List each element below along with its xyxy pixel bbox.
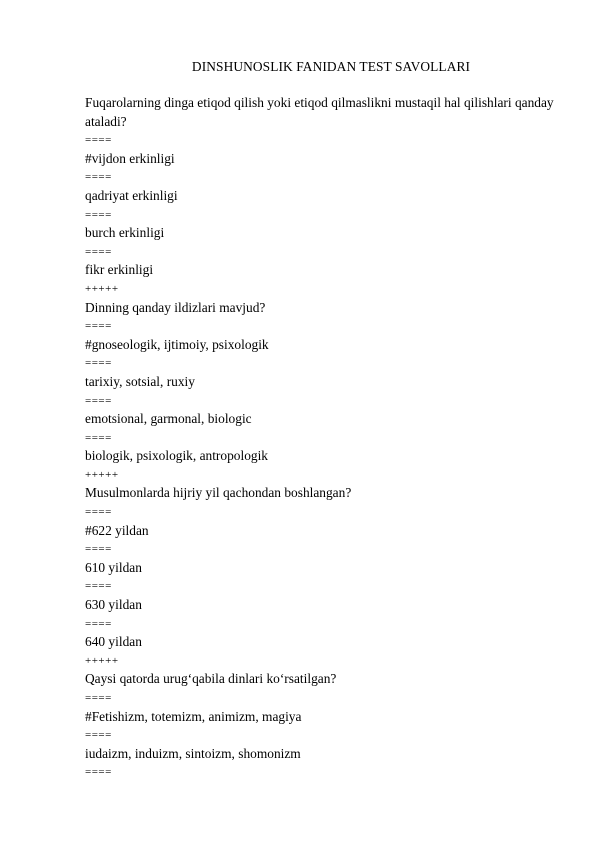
- separator-line: ====: [85, 766, 112, 779]
- question-text: Qaysi qatorda urug‘qabila dinlari ko‘rsatilgan?: [85, 671, 337, 687]
- separator-line: ====: [85, 245, 112, 258]
- answer-option: 610 yildan: [85, 559, 142, 575]
- answer-option: fikr erkinligi: [85, 262, 154, 278]
- separator-line: ====: [85, 134, 112, 147]
- separator-line: ====: [85, 692, 112, 704]
- answer-option: #622 yildan: [85, 522, 149, 538]
- question-text: Fuqarolarning dinga etiqod qilish yoki etiqod qilmaslikni mustaqil hal qilishlari qanday ataladi?: [85, 95, 554, 129]
- answer-option: #vijdon erkinligi: [85, 150, 175, 166]
- question-text: Musulmonlarda hijriy yil qachondan boshlangan?: [85, 485, 352, 501]
- separator-line: ====: [85, 729, 112, 742]
- separator-line: ====: [85, 431, 112, 444]
- separator-line: ====: [85, 208, 112, 221]
- separator-line: ====: [85, 543, 112, 556]
- separator-line: ====: [85, 394, 112, 407]
- answer-option: tarixiy, sotsial, ruxiy: [85, 373, 195, 389]
- answer-option: emotsional, garmonal, biologic: [85, 411, 252, 427]
- separator-line: ====: [85, 320, 112, 333]
- answer-option: biologik, psixologik, antropologik: [85, 448, 269, 464]
- answer-option: iudaizm, induizm, sintoizm, shomonizm: [85, 745, 301, 761]
- separator-line: +++++: [85, 468, 119, 481]
- separator-line: ====: [85, 171, 112, 184]
- answer-option: #Fetishizm, totemizm, animizm, magiya: [85, 708, 302, 724]
- separator-line: ====: [85, 357, 112, 370]
- document-page: [85, 58, 555, 782]
- answer-option: 630 yildan: [85, 597, 142, 613]
- separator-line: ====: [85, 617, 112, 630]
- document-title: DINSHUNOSLIK FANIDAN TEST SAVOLLARI: [191, 59, 471, 74]
- question-text: Dinning qanday ildizlari mavjud?: [85, 299, 266, 315]
- separator-line: ====: [85, 580, 112, 593]
- answer-option: burch erkinligi: [85, 225, 165, 241]
- question-list: [85, 94, 555, 782]
- separator-line: +++++: [85, 654, 119, 667]
- separator-line: +++++: [85, 282, 119, 295]
- separator-line: ====: [85, 506, 112, 519]
- answer-option: 640 yildan: [85, 634, 142, 650]
- answer-option: #gnoseologik, ijtimoiy, psixologik: [85, 336, 269, 352]
- answer-option: qadriyat erkinligi: [85, 187, 178, 203]
